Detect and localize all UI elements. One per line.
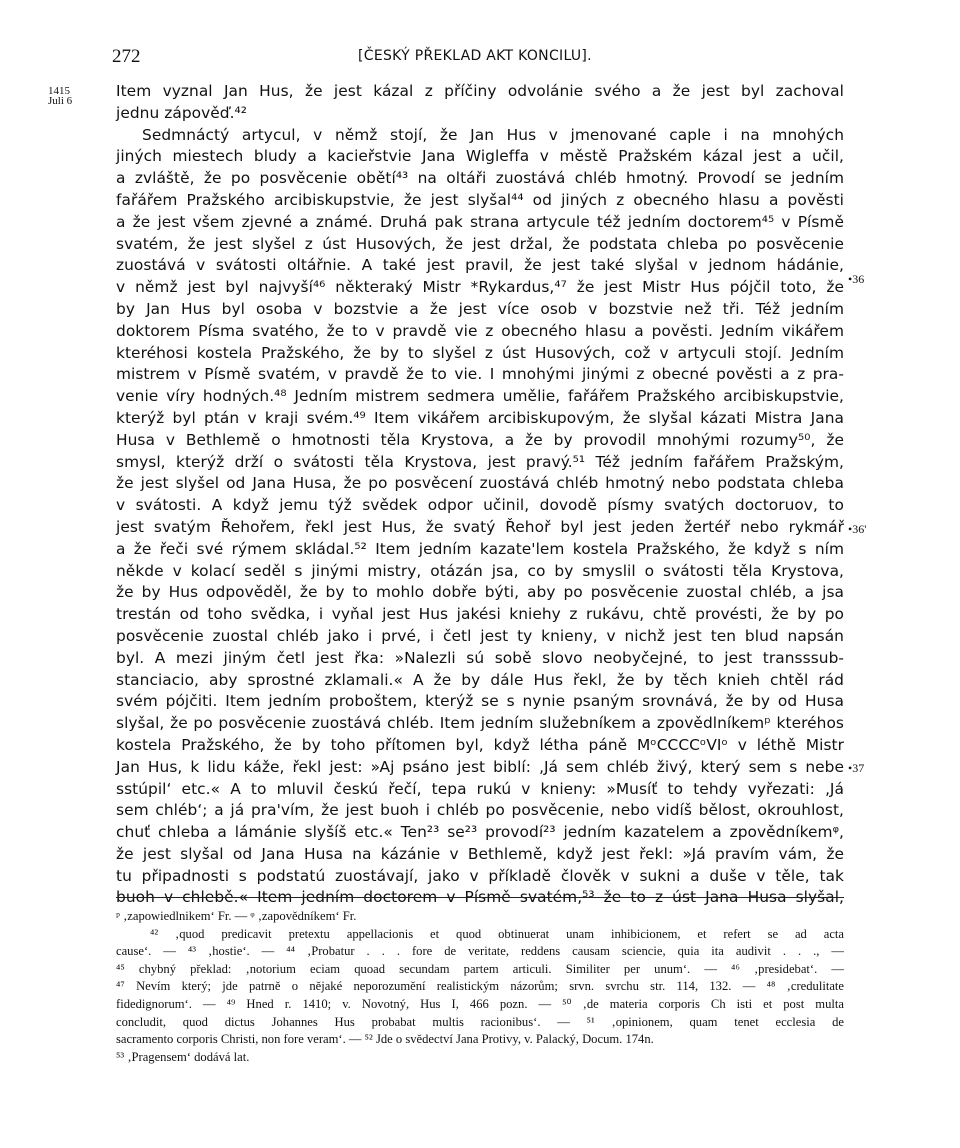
footnote-line: ⁴⁷ Nevím který; jde patrně o nějaké neporozumění realistickým názorům; srvn. svrchu str. 114, 132. — ⁴⁸ ‚credulitate <box>116 979 844 994</box>
text-line: Jan Hus, k lidu káže, řekl jest: »Aj psáno jest biblí: ‚Já sem chléb živý, který sem s nebe <box>116 757 844 776</box>
text-line: fařářem Pražského arcibiskupstvie, že jest slyšal⁴⁴ od jiných z obecného hlasu a pověsti <box>116 190 844 209</box>
text-line: jest svatým Řehořem, řekl jest Hus, že svatý Řehoř byl jest jeden žertéř nebo rykmář <box>116 517 844 536</box>
text-line: smysl, kterýž drží o svátosti těla Krystova, jest pravý.⁵¹ Též jedním fařářem Pražským, <box>116 452 844 471</box>
margin-date <box>48 86 72 106</box>
margin-reference: •37 <box>848 761 865 775</box>
footnote-divider <box>116 897 844 898</box>
text-line: v svátosti. A když jemu týž svědek odpor učinil, dovodě písmy svatých doctoruov, to <box>116 496 844 515</box>
text-line: a zvláště, že po posvěcenie obětí⁴³ na oltáři zuostává chléb hmotný. Provodí se jedním <box>116 169 844 188</box>
footnote-line: ⁴² ‚quod predicavit pretextu appellacionis et quod obtinuerat unam inhibicionem, et refert se ad acta <box>150 926 844 941</box>
text-line: slyšal, že po posvěcenie zuostává chléb. Item jedním služebníkem a zpovědlníkemᵖ kteréhos <box>116 714 844 733</box>
text-line: mistrem v Písmě svatém, v pravdě že to vie. I mnohými jinými z obecné pověsti a z pra- <box>116 365 844 384</box>
text-line: kostela Pražského, že by toho přítomen byl, když létha páně MᵒCCCCᵒVIᵒ v léthě Mistr <box>116 735 844 754</box>
footnote-line: fidedignorum‘. — ⁴⁹ Hned r. 1410; v. Novotný, Hus I, 466 pozn. — ⁵⁰ ‚de materia corporis Ch isti et post multa <box>116 996 844 1011</box>
page-number: 272 <box>112 46 141 67</box>
margin-day: Juli 6 <box>48 95 73 107</box>
text-line: svatém, že jest slyšel z úst Husových, že jest držal, že podstata chleba po posvěcenie <box>116 234 844 253</box>
text-line: sem chléb‘; a já pra'vím, že jest buoh i chléb po posvěcenie, nebo vidíš bělost, okrouhlost, <box>116 801 844 820</box>
footnotes <box>116 908 844 1066</box>
text-line: jiných miestech bludy a kacieřstvie Jana Wigleffa v městě Pražském kázal jest a učil, <box>116 147 844 166</box>
text-line: chuť chleba a lámánie slyšíš etc.« Ten²³ se²³ provodí²³ jedním kazatelem a zpovědníkemᵠ, <box>116 823 844 842</box>
text-line: Husa v Bethlemě o hmotnosti těla Krystova, a že by provodil mnohými rozumy⁵⁰, že <box>116 430 844 449</box>
footnote-line: ⁴⁵ chybný překlad: ‚notorium eciam quoad secundam partem articuli. Similiter per unum‘. — ⁴⁶ ‚presidebat‘. — <box>116 961 844 976</box>
text-line: buoh v chlebě.« Item jedním doctorem v Písmě svatém,⁵³ že to z úst Jana Husa slyšal, <box>116 888 844 907</box>
text-line: že jest slyšal od Jana Husa na kázánie v Bethlemě, když jest řekl: »Já pravím vám, že <box>116 844 844 863</box>
running-head: [ČESKÝ PŘEKLAD AKT KONCILU]. <box>358 48 592 64</box>
text-line: venie víry hodných.⁴⁸ Jedním mistrem sedmera umělie, fařářem Pražského arcibiskupstvie, <box>116 387 844 406</box>
margin-reference: •36' <box>848 522 867 536</box>
text-line: a že řeči své rýmem skládal.⁵² Item jedním kazate'lem kostela Pražského, že když s ním <box>116 539 844 558</box>
text-line: svém pójčiti. Item jedním proboštem, kterýž se s nynie psaným srovnává, že by od Husa <box>116 692 844 711</box>
margin-reference: •36 <box>848 272 865 286</box>
text-line: stanciacio, aby sprostné zklamali.« A že by dále Hus řekl, že by těch knieh chtěl rád <box>116 670 844 689</box>
text-line: že by Hus odpověděl, že by to mohlo dobře býti, aby po posvěcenie zuostal chléb, a jsa <box>116 583 844 602</box>
text-line: v němž jest byl najvyší⁴⁶ některaký Mistr *Rykardus,⁴⁷ že jest Mistr Hus pójčil toto, že <box>116 278 844 297</box>
body-text <box>116 81 844 909</box>
text-line: sstúpil‘ etc.« A to mluvil českú řečí, tepa rukú v knieny: »Musíť to tehdy vyřezati: ‚Já <box>116 779 844 798</box>
footnote-line: sacramento corporis Christi, non fore veram‘. — ⁵² Jde o svědectví Jana Protivy, v. Palacký, Docum. 174n. <box>116 1032 654 1047</box>
text-line: že jest slyšel od Jana Husa, že po posvěcení zuostává chléb hmotný nebo podstata chleba <box>116 474 844 493</box>
text-line: kterýž byl ptán v kraji svém.⁴⁹ Item vikářem arcibiskupovým, že slyšal kázati Mistra Jana <box>116 408 844 427</box>
margin-year: 1415 <box>48 85 70 97</box>
text-line: jednu zápověď.⁴² <box>116 103 247 122</box>
text-line: zuostává v svátosti oltářnie. A také jest pravil, že jest také slyšal v jednom hádánie, <box>116 256 844 275</box>
text-line: a že jest všem zjevné a známé. Druhá pak strana artycule též jedním doctorem⁴⁵ v Písmě <box>116 212 844 231</box>
text-line: by Jan Hus byl osoba v bozstvie a že jest více osob v bozstvie než tři. Též jedním <box>116 299 844 318</box>
text-line: byl. A mezi jiným četl jest řka: »Nalezli sú sobě slovo neobyčejné, to jest transssub- <box>116 648 844 667</box>
text-line: trestán od toho svědka, i vyňal jest Hus jakési kniehy z rukávu, chtě provésti, že by po <box>116 605 844 624</box>
footnote-line: ᵖ ‚zapowiedlnikem‘ Fr. — ᵠ ‚zapovědníkem‘ Fr. <box>116 909 357 923</box>
text-line: doktorem Písma svatého, že to v pravdě vie z obecného hlasu a pověsti. Jedním vikářem <box>116 321 844 340</box>
text-line: Sedmnáctý artycul, v němž stojí, že Jan Hus v jmenované caple i na mnohých <box>142 125 844 144</box>
text-line: někde v kolací seděl s jinými mistry, otázán jsa, co by smyslil o svátosti těla Krystova, <box>116 561 844 580</box>
text-line: tu připadnosti s podstatú zuostávají, jako v příkladě člověk v sukni a duše v těle, tak <box>116 866 844 885</box>
page-header <box>0 46 960 70</box>
text-line: Item vyznal Jan Hus, že jest kázal z příčiny odvolánie svého a že jest byl zachoval <box>116 82 844 100</box>
text-line: kteréhosi kostela Pražského, že by to slyšel z úst Husových, což v artyculi stojí. Jedním <box>116 343 844 362</box>
footnote-line: cause‘. — ⁴³ ‚hostie‘. — ⁴⁴ ‚Probatur . . . fore de veritate, reddens causam sciencie, quia ita audivit . . ., — <box>116 944 844 959</box>
footnote-line: concludit, quod dictus Johannes Hus probabat multis racionibus‘. — ⁵¹ ‚opinionem, quam tenet ecclesia de <box>116 1014 844 1029</box>
text-line: posvěcenie zuostal chléb jako i prvé, i četl jest ty knieny, v nichž jest ten blud napsán <box>116 626 844 645</box>
footnote-line: ⁵³ ‚Pragensem‘ dodává lat. <box>116 1049 250 1064</box>
